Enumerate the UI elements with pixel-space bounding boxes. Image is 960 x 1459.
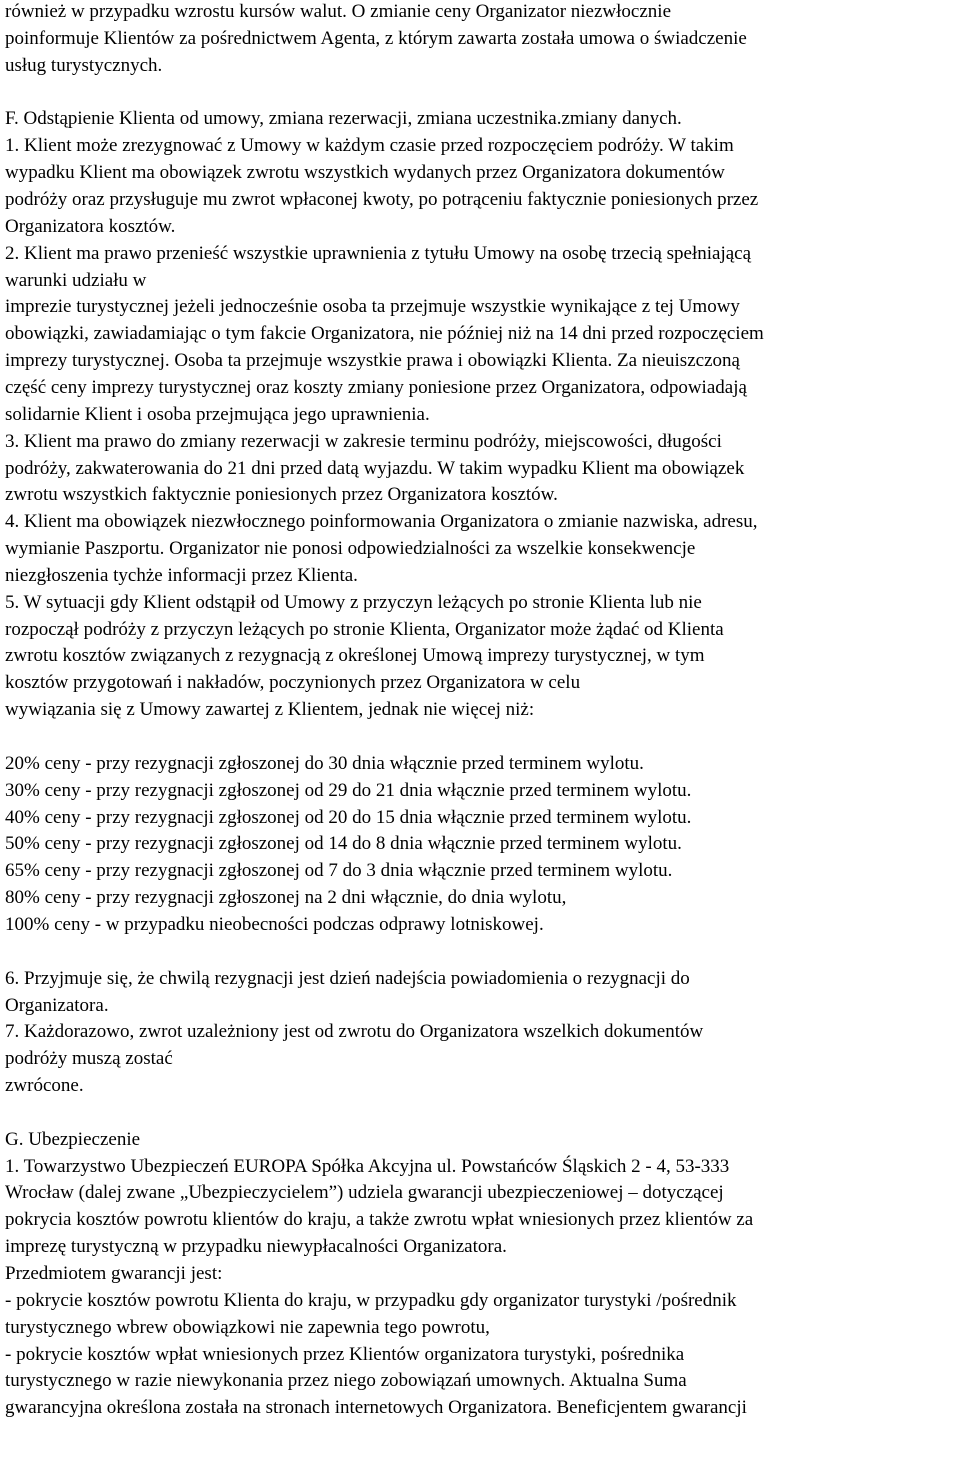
text-line: również w przypadku wzrostu kursów walut. O zmianie ceny Organizator niezwłocznie xyxy=(5,1,672,22)
text-line: część ceny imprezy turystycznej oraz koszty zmiany poniesione przez Organizatora, odpowiadają xyxy=(5,376,747,398)
text-line: podróży muszą zostać xyxy=(5,1048,173,1070)
text-line: gwarancyjna określona została na stronach internetowych Organizatora. Beneficjentem gwarancji xyxy=(5,1397,747,1419)
text-line: Organizatora. xyxy=(5,994,109,1016)
text-line: podróży, zakwaterowania do 21 dni przed datą wyjazdu. W takim wypadku Klient ma obowiązek xyxy=(5,457,745,479)
text-line: 1. Towarzystwo Ubezpieczeń EUROPA Spółka Akcyjna ul. Powstańców Śląskich 2 - 4, 53-333 xyxy=(5,1155,730,1177)
text-line: 80% ceny - przy rezygnacji zgłoszonej na 2 dni włącznie, do dnia wylotu, xyxy=(5,887,567,909)
text-line: imprezę turystyczną w przypadku niewypłacalności Organizatora. xyxy=(5,1236,507,1258)
text-line: poinformuje Klientów za pośrednictwem Agenta, z którym zawarta została umowa o świadczenie xyxy=(5,27,747,49)
text-line: 5. W sytuacji gdy Klient odstąpił od Umowy z przyczyn leżących po stronie Klienta lub nie xyxy=(5,591,702,613)
text-line: G. Ubezpieczenie xyxy=(5,1128,141,1150)
text-line: zwrócone. xyxy=(5,1075,84,1096)
text-line: rozpoczął podróży z przyczyn leżących po stronie Klienta, Organizator może żądać od Klienta xyxy=(5,618,724,640)
text-line: niezgłoszenia tychże informacji przez Klienta. xyxy=(5,564,358,586)
text-line: kosztów przygotowań i nakładów, poczynionych przez Organizatora w celu xyxy=(5,672,581,694)
text-line: wymianie Paszportu. Organizator nie ponosi odpowiedzialności za wszelkie konsekwencje xyxy=(5,538,696,559)
text-line: 1. Klient może zrezygnować z Umowy w każdym czasie przed rozpoczęciem podróży. W takim xyxy=(5,135,734,157)
text-line: zwrotu kosztów związanych z rezygnacją z określonej Umową imprezy turystycznej, w tym xyxy=(5,645,705,667)
text-line: imprezie turystycznej jeżeli jednocześnie osoba ta przejmuje wszystkie wynikające z tej Umowy xyxy=(5,296,740,318)
text-line: turystycznego wbrew obowiązkowi nie zapewnia tego powrotu, xyxy=(5,1316,490,1338)
text-line: Organizatora kosztów. xyxy=(5,215,176,237)
text-line: zwrotu wszystkich faktycznie poniesionych przez Organizatora kosztów. xyxy=(5,484,558,506)
text-line: turystycznego w razie niewykonania przez niego zobowiązań umownych. Aktualna Suma xyxy=(5,1370,687,1392)
text-line: 30% ceny - przy rezygnacji zgłoszonej od 29 do 21 dnia włącznie przed terminem wylotu. xyxy=(5,779,692,801)
text-line: warunki udziału w xyxy=(5,269,147,291)
text-line: podróży oraz przysługuje mu zwrot wpłaconej kwoty, po potrąceniu faktycznie poniesionych przez xyxy=(5,189,759,210)
text-line: Przedmiotem gwarancji jest: xyxy=(5,1263,223,1284)
text-line: 6. Przyjmuje się, że chwilą rezygnacji jest dzień nadejścia powiadomienia o rezygnacji do xyxy=(5,967,690,989)
text-line: 7. Każdorazowo, zwrot uzależniony jest od zwrotu do Organizatora wszelkich dokumentów xyxy=(5,1021,704,1043)
text-line: wypadku Klient ma obowiązek zwrotu wszystkich wydanych przez Organizatora dokumentów xyxy=(5,162,725,184)
text-line: 50% ceny - przy rezygnacji zgłoszonej od 14 do 8 dnia włącznie przed terminem wylotu. xyxy=(5,833,682,855)
text-line: 65% ceny - przy rezygnacji zgłoszonej od 7 do 3 dnia włącznie przed terminem wylotu. xyxy=(5,860,673,882)
text-line: wywiązania się z Umowy zawartej z Klientem, jednak nie więcej niż: xyxy=(5,699,535,721)
text-line: usług turystycznych. xyxy=(5,54,163,76)
text-line: 20% ceny - przy rezygnacji zgłoszonej do 30 dnia włącznie przed terminem wylotu. xyxy=(5,752,644,774)
text-line: 3. Klient ma prawo do zmiany rezerwacji w zakresie terminu podróży, miejscowości, długości xyxy=(5,430,722,452)
text-line: - pokrycie kosztów wpłat wniesionych przez Klientów organizatora turystyki, pośrednika xyxy=(5,1343,685,1365)
text-line: F. Odstąpienie Klienta od umowy, zmiana rezerwacji, zmiana uczestnika.zmiany danych. xyxy=(5,108,682,130)
text-line: 40% ceny - przy rezygnacji zgłoszonej od 20 do 15 dnia włącznie przed terminem wylotu. xyxy=(5,806,692,828)
text-line: obowiązki, zawiadamiając o tym fakcie Organizatora, nie później niż na 14 dni przed rozpoczęciem xyxy=(5,323,764,345)
text-line: solidarnie Klient i osoba przejmująca jego uprawnienia. xyxy=(5,403,430,425)
text-line: pokrycia kosztów powrotu klientów do kraju, a także zwrotu wpłat wniesionych przez klientów za xyxy=(5,1209,754,1231)
text-line: 100% ceny - w przypadku nieobecności podczas odprawy lotniskowej. xyxy=(5,913,544,935)
text-line: Wrocław (dalej zwane „Ubezpieczycielem”) udziela gwarancji ubezpieczeniowej – dotyczącej xyxy=(5,1182,724,1204)
text-line: imprezy turystycznej. Osoba ta przejmuje wszystkie prawa i obowiązki Klienta. Za nieuiszczoną xyxy=(5,350,740,372)
text-line: - pokrycie kosztów powrotu Klienta do kraju, w przypadku gdy organizator turystyki /pośrednik xyxy=(5,1289,737,1311)
text-line: 4. Klient ma obowiązek niezwłocznego poinformowania Organizatora o zmianie nazwiska, adresu, xyxy=(5,511,758,533)
text-line: 2. Klient ma prawo przenieść wszystkie uprawnienia z tytułu Umowy na osobę trzecią spełniającą xyxy=(5,242,752,264)
